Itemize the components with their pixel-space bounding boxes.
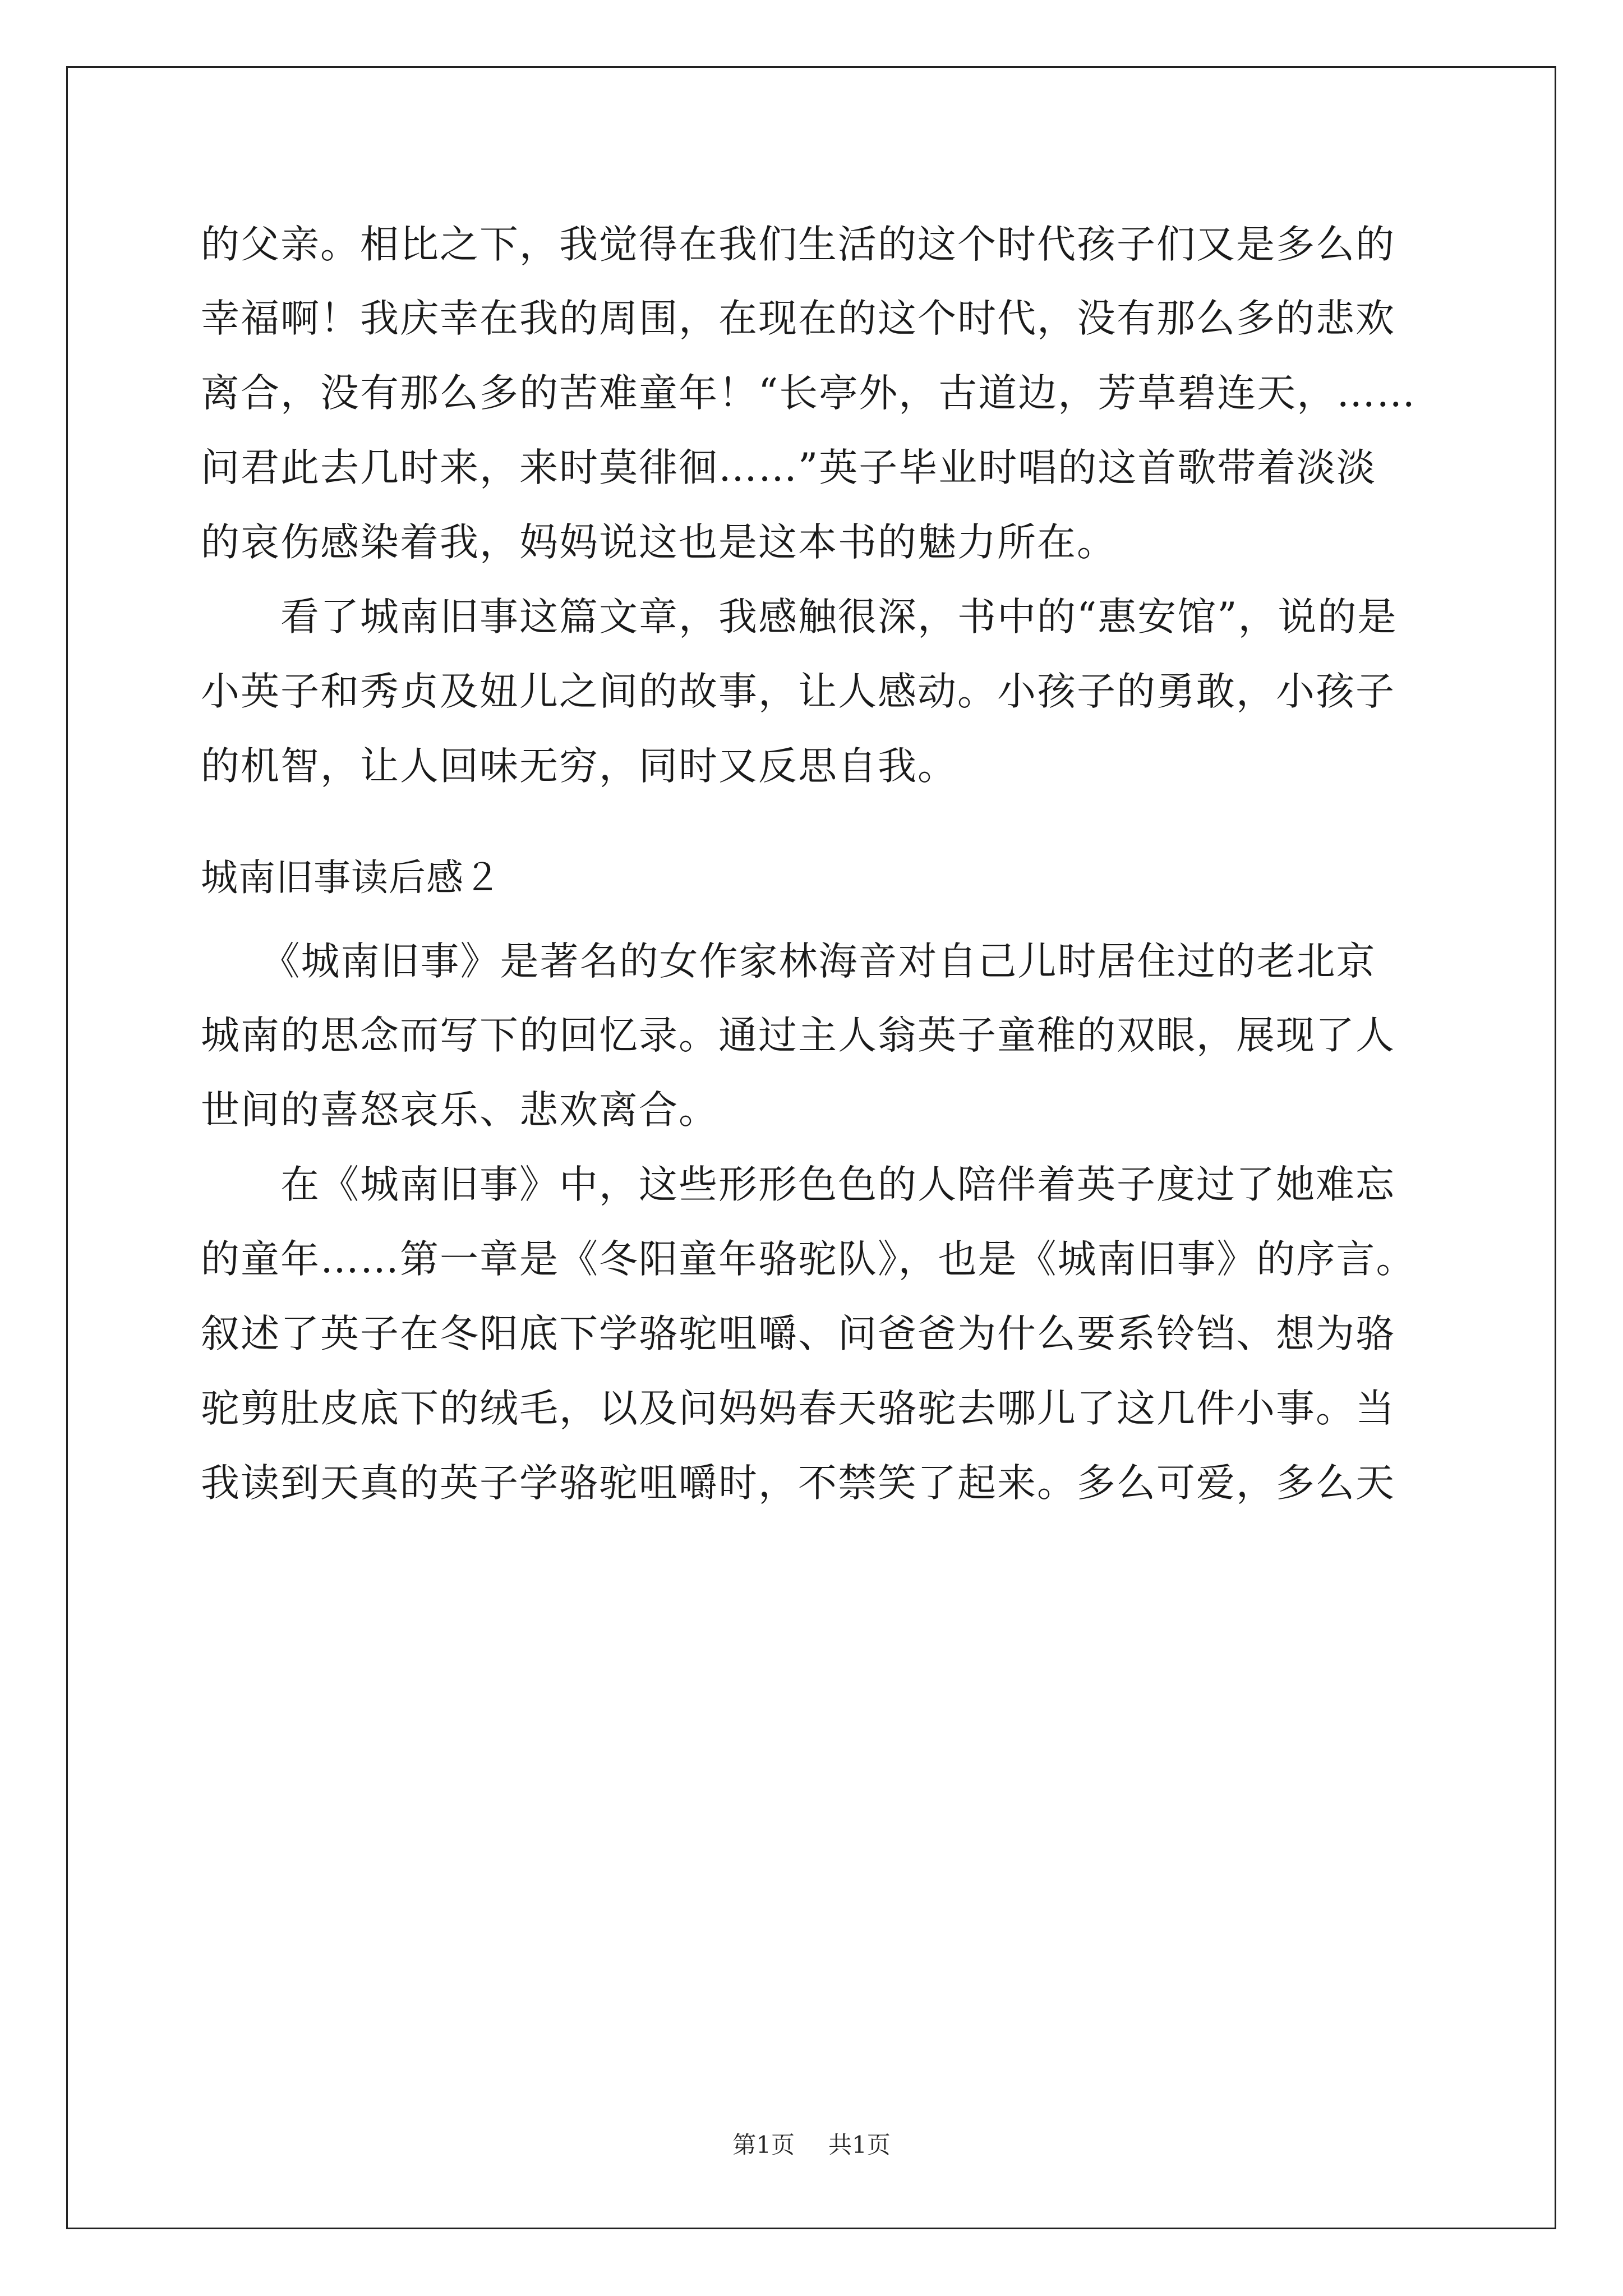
paragraph-line: 在《城南旧事》中，这些形形色色的人陪伴着英子度过了她难忘 (201, 1162, 1395, 1207)
page-number: 第1页 (732, 2131, 795, 2159)
paragraph-line: 小英子和秀贞及妞儿之间的故事，让人感动。小孩子的勇敢，小孩子 (201, 669, 1395, 714)
paragraph-line: 离合，没有那么多的苦难童年！“长亭外，古道边，芳草碧连天，…… (201, 371, 1417, 416)
paragraph-line: 驼剪肚皮底下的绒毛，以及问妈妈春天骆驼去哪儿了这几件小事。当 (201, 1386, 1395, 1431)
section-heading: 城南旧事读后感２ (201, 856, 501, 899)
paragraph-line: 的机智，让人回味无穷，同时又反思自我。 (201, 744, 957, 789)
paragraph-line: 看了城南旧事这篇文章，我感触很深，书中的“惠安馆”，说的是 (201, 595, 1398, 639)
paragraph-line: 的童年……第一章是《冬阳童年骆驼队》，也是《城南旧事》的序言。 (201, 1237, 1416, 1282)
paragraph-line: 的父亲。相比之下，我觉得在我们生活的这个时代孩子们又是多么的 (201, 222, 1395, 267)
page-total: 共1页 (828, 2131, 891, 2159)
paragraph-line: 世间的喜怒哀乐、悲欢离合。 (201, 1088, 718, 1133)
paragraph-line: 《城南旧事》是著名的女作家林海音对自己儿时居住过的老北京 (201, 939, 1376, 984)
paragraph-line: 叙述了英子在冬阳底下学骆驼咀嚼、问爸爸为什么要系铃铛、想为骆 (201, 1312, 1395, 1356)
paragraph-line: 城南的思念而写下的回忆录。通过主人翁英子童稚的双眼，展现了人 (201, 1013, 1395, 1058)
paragraph-line: 幸福啊！我庆幸在我的周围，在现在的这个时代，没有那么多的悲欢 (201, 296, 1395, 341)
paragraph-line: 问君此去几时来，来时莫徘徊……”英子毕业时唱的这首歌带着淡淡 (201, 445, 1377, 490)
paragraph-line: 我读到天真的英子学骆驼咀嚼时，不禁笑了起来。多么可爱，多么天 (201, 1461, 1395, 1506)
paragraph-line: 的哀伤感染着我，妈妈说这也是这本书的魅力所在。 (201, 520, 1117, 565)
page-footer (0, 2133, 1623, 2157)
